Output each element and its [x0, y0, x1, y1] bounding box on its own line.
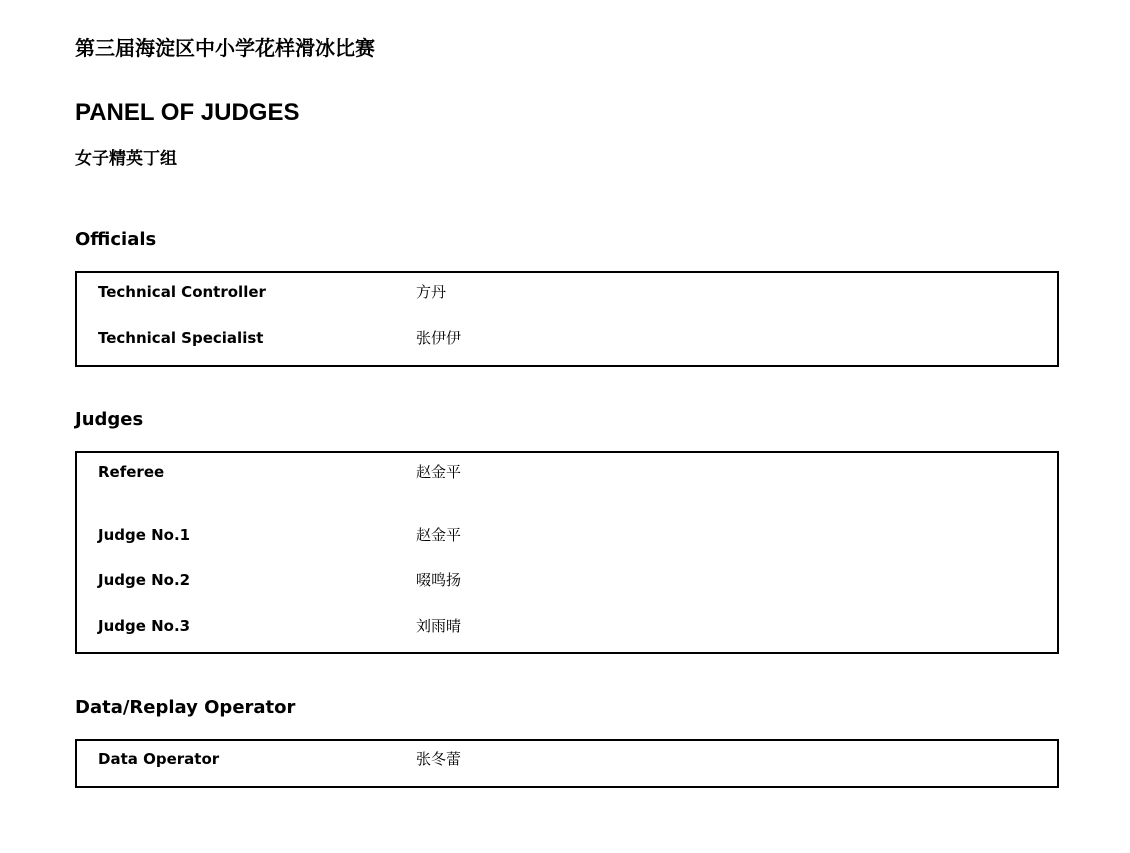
- judges-row-referee: [77, 460, 1057, 484]
- operator-name: 张冬蕾: [416, 750, 462, 768]
- officials-row-technical-controller: [77, 280, 1057, 304]
- judge-name: 赵金平: [416, 526, 462, 544]
- official-name: 方丹: [416, 283, 447, 301]
- officials-row-technical-specialist: [77, 326, 1057, 350]
- document-title: PANEL OF JUDGES: [75, 99, 300, 126]
- judges-row-judge-3: [77, 614, 1057, 638]
- judge-name: 赵金平: [416, 463, 462, 481]
- category-label: 女子精英丁组: [75, 149, 177, 169]
- judges-heading: Judges: [75, 409, 144, 430]
- official-name: 张伊伊: [416, 329, 462, 347]
- role-label: Data Operator: [98, 750, 220, 768]
- role-label: Technical Controller: [98, 283, 266, 301]
- judges-row-judge-1: [77, 523, 1057, 547]
- event-title: 第三届海淀区中小学花样滑冰比赛: [75, 36, 375, 60]
- judges-row-judge-2: [77, 568, 1057, 592]
- operators-panel: [75, 739, 1059, 788]
- officials-heading: Officials: [75, 229, 157, 250]
- role-label: Judge No.3: [98, 617, 191, 635]
- judge-name: 啜鸣扬: [416, 571, 462, 589]
- role-label: Technical Specialist: [98, 329, 264, 347]
- judges-panel: [75, 451, 1059, 654]
- role-label: Judge No.1: [98, 526, 191, 544]
- role-label: Referee: [98, 463, 165, 481]
- operators-row-data-operator: [77, 747, 1057, 771]
- operators-heading: Data/Replay Operator: [75, 697, 296, 718]
- officials-panel: [75, 271, 1059, 367]
- judge-name: 刘雨晴: [416, 617, 462, 635]
- role-label: Judge No.2: [98, 571, 191, 589]
